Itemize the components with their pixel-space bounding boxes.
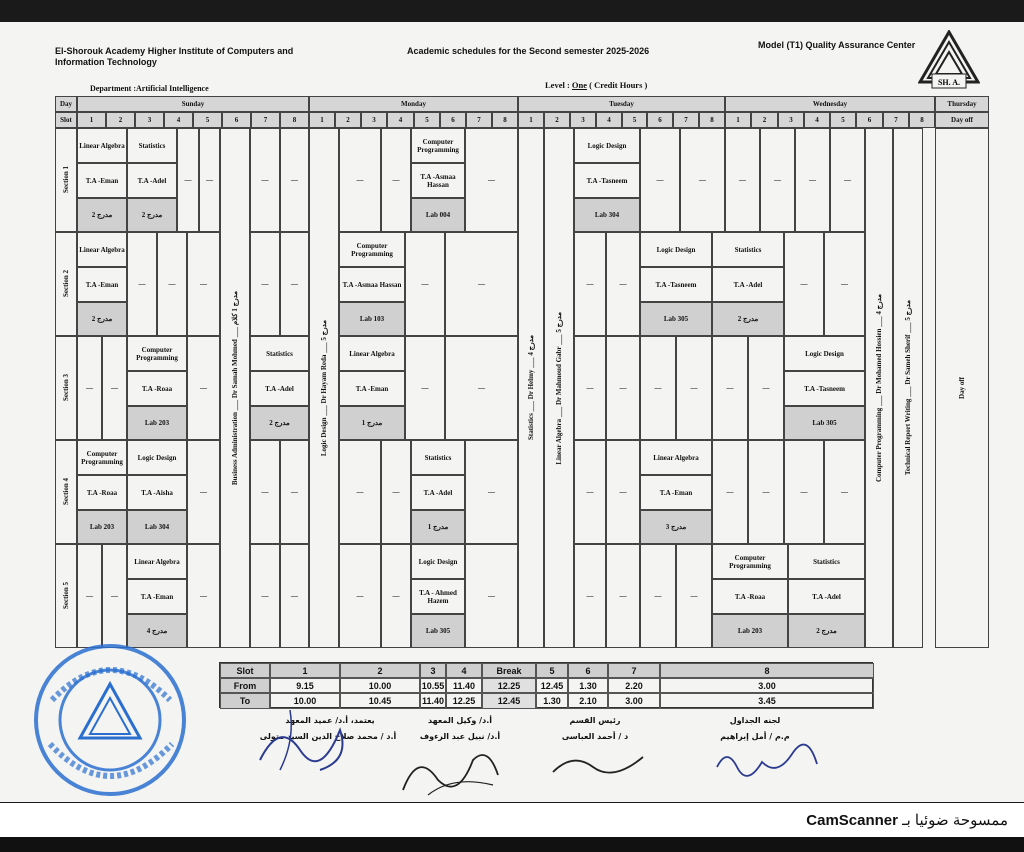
s5-computer-programming-subject: Computer Programming [712, 544, 788, 579]
s2-dash-k: — [824, 232, 865, 336]
s2-dash-d: — [250, 232, 280, 336]
bottom-strip [0, 837, 1024, 852]
vice-dean-signature-icon [398, 740, 508, 800]
monday-slot-5: 5 [414, 112, 440, 128]
s2-dash-e: — [280, 232, 309, 336]
s3-logic-design-room: Lab 305 [784, 406, 865, 440]
thursday-day-off: Day off [935, 112, 989, 128]
s1-dash-m: — [830, 128, 865, 232]
s5-logic-design-ta: T.A - Ahmed Hazem [411, 579, 465, 614]
tuesday-slot-1: 1 [518, 112, 544, 128]
quality-model: Model (T1) Quality Assurance Center [758, 40, 916, 50]
s2-dash-c: — [187, 232, 220, 336]
s4-logic-design-room: Lab 304 [127, 510, 187, 544]
wednesday-slot-6: 6 [856, 112, 883, 128]
s5-dash-a: — [77, 544, 102, 648]
times-to-6: 2.10 [568, 693, 608, 709]
s3-linear-algebra-subject: Linear Algebra [339, 336, 405, 371]
s3-dash-c: — [187, 336, 220, 440]
s1-dash-j: — [725, 128, 760, 232]
department-head-name: د / أحمد العباسى [561, 732, 629, 741]
sunday-slot-1: 1 [77, 112, 106, 128]
s5-logic-design-room: Lab 305 [411, 614, 465, 648]
schedule-committee-name: م.م / أمل إبراهيم [720, 732, 790, 741]
s1-logic-design-room: Lab 304 [574, 198, 640, 232]
s1-dash-c: — [250, 128, 280, 232]
tuesday-slot-7: 7 [673, 112, 699, 128]
dean-name: أ.د / محمد صلاح الدين السيد متولى [259, 732, 397, 741]
s4-dash-h: — [606, 440, 640, 544]
s5-logic-design-subject: Logic Design [411, 544, 465, 579]
s5-dash-b: — [102, 544, 127, 648]
times-to-5: 1.30 [536, 693, 568, 709]
s2-statistics-room: مدرج 2 [712, 302, 784, 336]
lecture-business-admin: Business Administration ___ Dr Samah Mohmed ___ مدرج 1 كلام [220, 128, 250, 648]
s3-dash-f: — [574, 336, 606, 440]
s1-dash-h: — [640, 128, 680, 232]
s3-computer-programming-room: Lab 203 [127, 406, 187, 440]
s4-logic-design-subject: Logic Design [127, 440, 187, 475]
s4-statistics-room: مدرج 1 [411, 510, 465, 544]
vice-dean-name: أ.د/ نبيل عبد الرءوف [419, 732, 501, 741]
wednesday-slot-3: 3 [778, 112, 804, 128]
scanner-brand: CamScanner ممسوحة ضوئيا بـ [806, 812, 1008, 829]
monday-slot-6: 6 [440, 112, 466, 128]
vice-dean-title: أ.د/ وكيل المعهد [428, 716, 492, 725]
monday-slot-8: 8 [492, 112, 518, 128]
times-slots-7: 7 [608, 663, 660, 678]
s4-dash-d: — [339, 440, 381, 544]
schedule-title: Academic schedules for the Second semester 2025-2026 [407, 46, 650, 56]
s1-dash-l: — [795, 128, 830, 232]
official-stamp-icon [30, 640, 190, 800]
s4-dash-a: — [187, 440, 220, 544]
section-label-2: Section 2 [55, 232, 77, 336]
section-label-4: Section 4 [55, 440, 77, 544]
s3-dash-g: — [606, 336, 640, 440]
s5-dash-l: — [676, 544, 712, 648]
s1-dash-f: — [381, 128, 411, 232]
s2-linear-algebra-subject: Linear Algebra [77, 232, 127, 267]
level-label: Level : One ( Credit Hours ) [545, 80, 648, 90]
times-row-label-0: Slot [220, 663, 270, 678]
s5-dash-f: — [339, 544, 381, 648]
s3-statistics-subject: Statistics [250, 336, 309, 371]
monday-slot-3: 3 [361, 112, 387, 128]
s3-dash-e: — [445, 336, 518, 440]
s1-dash-i: — [680, 128, 725, 232]
s2-computer-programming-subject: Computer Programming [339, 232, 405, 267]
s2-computer-programming-ta: T.A -Asmaa Hassan [339, 267, 405, 302]
s2-dash-i: — [606, 232, 640, 336]
times-slots-4: Break [482, 663, 536, 678]
times-slots-0: 1 [270, 663, 340, 678]
s1-statistics-subject: Statistics [127, 128, 177, 163]
day-header: Day [55, 96, 77, 112]
s4-computer-programming-room: Lab 203 [77, 510, 127, 544]
times-from-6: 1.30 [568, 678, 608, 693]
times-from-2: 10.55 [420, 678, 446, 693]
s2-logic-design-subject: Logic Design [640, 232, 712, 267]
s3-statistics-ta: T.A -Adel [250, 371, 309, 406]
s1-dash-g: — [465, 128, 518, 232]
schedule-grid [55, 96, 989, 656]
tuesday-slot-8: 8 [699, 112, 725, 128]
s5-dash-h: — [465, 544, 518, 648]
times-row-label-1: From [220, 678, 270, 693]
lecture-logic-design: Logic Design ___ Dr Hayam Reda ___ مدرج 5 [309, 128, 339, 648]
s4-dash-g: — [574, 440, 606, 544]
s4-dash-b: — [250, 440, 280, 544]
s1-dash-a: — [177, 128, 199, 232]
s2-dash-a: — [127, 232, 157, 336]
monday-slot-4: 4 [387, 112, 414, 128]
s2-computer-programming-room: Lab 103 [339, 302, 405, 336]
sunday-slot-6: 6 [222, 112, 251, 128]
s5-dash-g: — [381, 544, 411, 648]
s4-dash-e: — [381, 440, 411, 544]
section-label-1: Section 1 [55, 128, 77, 232]
slot-header: Slot [55, 112, 77, 128]
day-sunday: Sunday [77, 96, 309, 112]
sunday-slot-3: 3 [135, 112, 164, 128]
s3-linear-algebra-room: مدرج 1 [339, 406, 405, 440]
wednesday-slot-1: 1 [725, 112, 751, 128]
times-slots-5: 5 [536, 663, 568, 678]
s2-dash-f: — [405, 232, 445, 336]
times-to-1: 10.45 [340, 693, 420, 709]
lecture-linear-algebra: Linear Algebra ___ Dr Mahmoud Gabr ___ مدرج 5 [544, 128, 574, 648]
s2-logic-design-room: Lab 305 [640, 302, 712, 336]
s5-linear-algebra-room: مدرج 4 [127, 614, 187, 648]
institute-name: El-Shorouk Academy Higher Institute of Computers and Information Technology [55, 46, 294, 67]
sunday-slot-4: 4 [164, 112, 193, 128]
day-monday: Monday [309, 96, 518, 112]
s3-logic-design-subject: Logic Design [784, 336, 865, 371]
s4-linear-algebra-room: مدرج 3 [640, 510, 712, 544]
times-to-3: 12.25 [446, 693, 482, 709]
wednesday-slot-8: 8 [909, 112, 935, 128]
schedule-committee-title: لجنه الجداول [729, 716, 781, 725]
logo-text: SH. A. [937, 78, 961, 87]
s5-statistics-subject: Statistics [788, 544, 865, 579]
lecture-statistics: Statistics ___ Dr Helmy ___ مدرج 4 [518, 128, 544, 648]
department-head-title: رئيس القسم [569, 716, 621, 725]
s3-statistics-room: مدرج 2 [250, 406, 309, 440]
s2-linear-algebra-ta: T.A -Eman [77, 267, 127, 302]
times-row-label-2: To [220, 693, 270, 709]
sunday-slot-7: 7 [251, 112, 280, 128]
times-from-7: 2.20 [608, 678, 660, 693]
section-label-3: Section 3 [55, 336, 77, 440]
times-to-7: 3.00 [608, 693, 660, 709]
s4-statistics-subject: Statistics [411, 440, 465, 475]
s1-computer-programming-subject: Computer Programming [411, 128, 465, 163]
section-label-5: Section 5 [55, 544, 77, 648]
monday-slot-2: 2 [335, 112, 361, 128]
s2-dash-g: — [445, 232, 518, 336]
s1-linear-algebra-subject: Linear Algebra [77, 128, 127, 163]
s1-linear-algebra-ta: T.A -Eman [77, 163, 127, 198]
department-label: Department :Artificial Intelligence [90, 84, 209, 93]
academy-logo-icon [918, 30, 980, 90]
s5-dash-j: — [606, 544, 640, 648]
s2-dash-j: — [784, 232, 824, 336]
s3-computer-programming-ta: T.A -Roaa [127, 371, 187, 406]
thursday-day-off-cell: Day off [935, 128, 989, 648]
wednesday-slot-2: 2 [751, 112, 778, 128]
s3-dash-i: — [676, 336, 712, 440]
s1-logic-design-subject: Logic Design [574, 128, 640, 163]
s4-computer-programming-subject: Computer Programming [77, 440, 127, 475]
times-to-0: 10.00 [270, 693, 340, 709]
s1-dash-b: — [199, 128, 220, 232]
s4-dash-k: — [784, 440, 824, 544]
s4-dash-i: — [712, 440, 748, 544]
times-from-8: 3.00 [660, 678, 874, 693]
tuesday-slot-4: 4 [596, 112, 622, 128]
s1-dash-d: — [280, 128, 309, 232]
s5-dash-d: — [250, 544, 280, 648]
s5-dash-k: — [640, 544, 676, 648]
s3-dash-b: — [102, 336, 127, 440]
times-from-5: 12.45 [536, 678, 568, 693]
monday-slot-1: 1 [309, 112, 335, 128]
committee-signature-icon [712, 742, 822, 782]
tuesday-slot-3: 3 [570, 112, 596, 128]
s5-computer-programming-ta: T.A -Roaa [712, 579, 788, 614]
monday-slot-7: 7 [466, 112, 492, 128]
day-thursday: Thursday [935, 96, 989, 112]
s3-dash-h: — [640, 336, 676, 440]
times-slots-8: 8 [660, 663, 874, 678]
times-from-1: 10.00 [340, 678, 420, 693]
s4-dash-c: — [280, 440, 309, 544]
lecture-computer-programming: Computer Programming ___ Dr Mohamed Hossien ___ مدرج 4 [865, 128, 893, 648]
s4-logic-design-ta: T.A -Aisha [127, 475, 187, 510]
s3-logic-design-ta: T.A -Tasneem [784, 371, 865, 406]
s5-statistics-ta: T.A -Adel [788, 579, 865, 614]
s4-computer-programming-ta: T.A -Roaa [77, 475, 127, 510]
s2-linear-algebra-room: مدرج 2 [77, 302, 127, 336]
times-from-0: 9.15 [270, 678, 340, 693]
scanner-footer [0, 803, 1024, 837]
sunday-slot-8: 8 [280, 112, 309, 128]
s2-dash-b: — [157, 232, 187, 336]
s4-linear-algebra-ta: T.A -Eman [640, 475, 712, 510]
wednesday-slot-4: 4 [804, 112, 830, 128]
s3-dash-a: — [77, 336, 102, 440]
tuesday-slot-6: 6 [647, 112, 673, 128]
wednesday-slot-5: 5 [830, 112, 856, 128]
s2-statistics-ta: T.A -Adel [712, 267, 784, 302]
tuesday-slot-5: 5 [622, 112, 647, 128]
times-slots-6: 6 [568, 663, 608, 678]
s5-statistics-room: مدرج 2 [788, 614, 865, 648]
s1-linear-algebra-room: مدرج 2 [77, 198, 127, 232]
s4-dash-l: — [824, 440, 865, 544]
s3-linear-algebra-ta: T.A -Eman [339, 371, 405, 406]
s5-linear-algebra-subject: Linear Algebra [127, 544, 187, 579]
s1-statistics-room: مدرج 2 [127, 198, 177, 232]
times-to-8: 3.45 [660, 693, 874, 709]
s1-logic-design-ta: T.A -Tasneem [574, 163, 640, 198]
times-to-4: 12.45 [482, 693, 536, 709]
s4-dash-f: — [465, 440, 518, 544]
times-slots-1: 2 [340, 663, 420, 678]
s3-dash-d: — [405, 336, 445, 440]
tuesday-slot-2: 2 [544, 112, 570, 128]
s5-linear-algebra-ta: T.A -Eman [127, 579, 187, 614]
s3-dash-k: — [748, 336, 784, 440]
s3-computer-programming-subject: Computer Programming [127, 336, 187, 371]
s4-dash-j: — [748, 440, 784, 544]
times-slots-3: 4 [446, 663, 482, 678]
s2-statistics-subject: Statistics [712, 232, 784, 267]
times-to-2: 11.40 [420, 693, 446, 709]
sunday-slot-2: 2 [106, 112, 135, 128]
s1-statistics-ta: T.A -Adel [127, 163, 177, 198]
day-wednesday: Wednesday [725, 96, 935, 112]
times-slots-2: 3 [420, 663, 446, 678]
times-from-3: 11.40 [446, 678, 482, 693]
sunday-slot-5: 5 [193, 112, 222, 128]
s2-dash-h: — [574, 232, 606, 336]
wednesday-slot-7: 7 [883, 112, 909, 128]
department-head-signature-icon [548, 742, 648, 782]
s1-dash-k: — [760, 128, 795, 232]
s3-dash-j: — [712, 336, 748, 440]
times-from-4: 12.25 [482, 678, 536, 693]
s5-dash-c: — [187, 544, 220, 648]
s5-computer-programming-room: Lab 203 [712, 614, 788, 648]
dean-title: يعتمد، أ.د/ عميد المعهد [285, 716, 375, 725]
s5-dash-e: — [280, 544, 309, 648]
s4-statistics-ta: T.A -Adel [411, 475, 465, 510]
s4-linear-algebra-subject: Linear Algebra [640, 440, 712, 475]
s1-computer-programming-room: Lab 004 [411, 198, 465, 232]
day-tuesday: Tuesday [518, 96, 725, 112]
s5-dash-i: — [574, 544, 606, 648]
s1-dash-e: — [339, 128, 381, 232]
s2-logic-design-ta: T.A -Tasneem [640, 267, 712, 302]
s1-computer-programming-ta: T.A -Asmaa Hassan [411, 163, 465, 198]
dean-signature-icon [250, 700, 370, 780]
lecture-technical-report: Technical Report Writing ___ Dr Sameh Sherif ___ مدرج 5 [893, 128, 923, 648]
